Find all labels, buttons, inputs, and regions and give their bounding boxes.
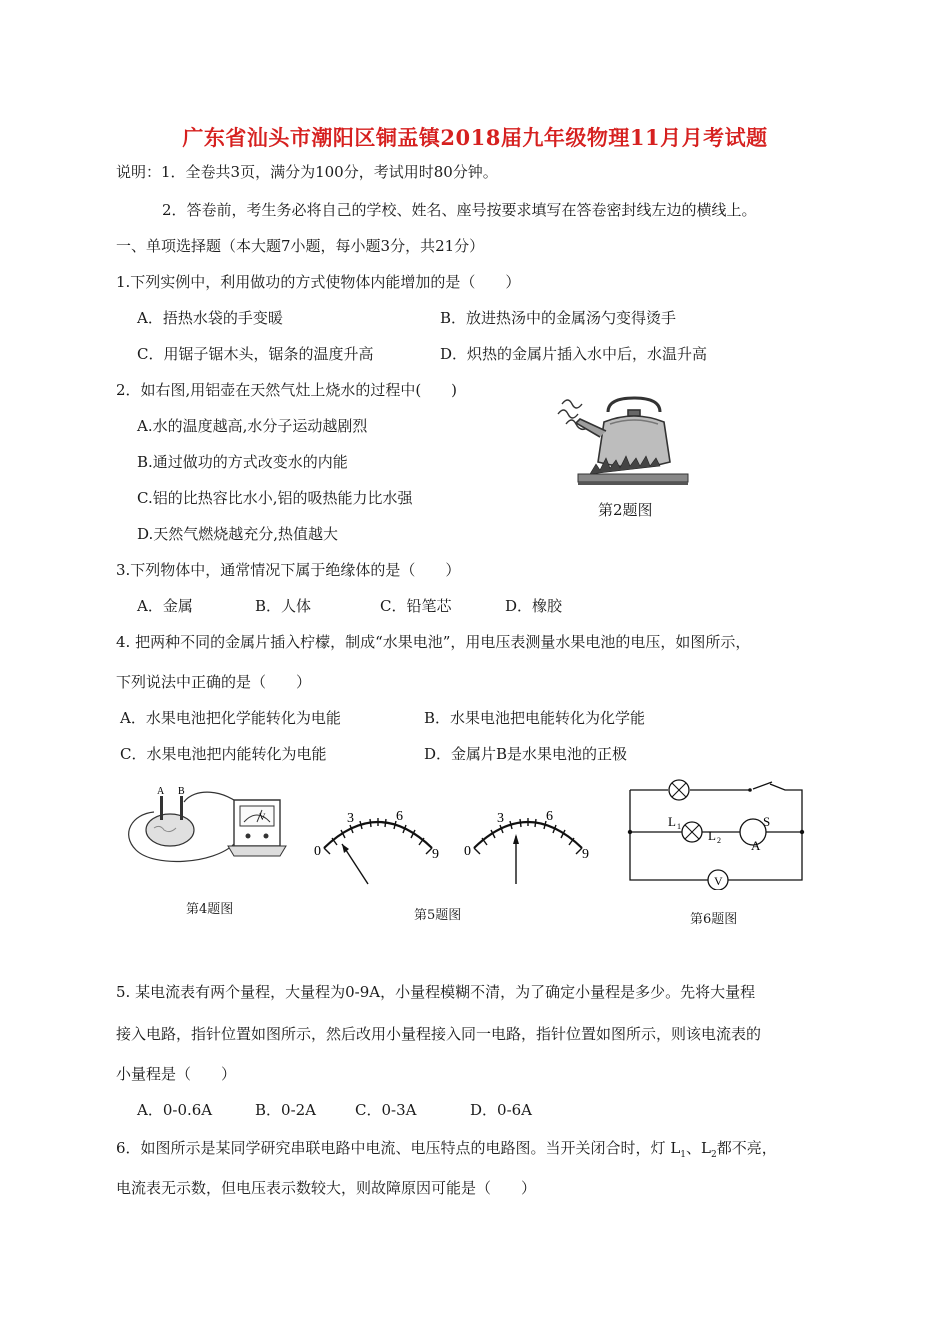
question-1-option-d: D．炽热的金属片插入水中后，水温升高 bbox=[440, 345, 708, 363]
kettle-icon bbox=[576, 398, 670, 467]
l1-label: L bbox=[668, 814, 676, 829]
scale-right-tick-0: 0 bbox=[464, 844, 471, 859]
section-heading: 一、单项选择题（本大题7小题，每小题3分，共21分） bbox=[116, 237, 485, 255]
scale-right-tick-9: 9 bbox=[582, 847, 589, 862]
junction-right bbox=[800, 830, 804, 834]
scale-left-tick-3: 3 bbox=[347, 811, 354, 826]
ammeter-scales-figure bbox=[310, 800, 594, 890]
page-title: 广东省汕头市潮阳区铜盂镇2018届九年级物理11月月考试题 bbox=[182, 125, 768, 150]
metal-plate-b bbox=[180, 796, 183, 820]
scale-left-tick-0: 0 bbox=[314, 844, 321, 859]
question-4-option-c: C．水果电池把内能转化为电能 bbox=[120, 745, 327, 763]
lamp-middle-icon bbox=[682, 822, 702, 842]
voltmeter-icon bbox=[228, 800, 286, 856]
figure-5-caption: 第5题图 bbox=[414, 908, 462, 923]
question-6-separator: 、L bbox=[686, 1139, 711, 1157]
voltmeter-label: V bbox=[714, 874, 723, 888]
question-6-l1-subscript: 1 bbox=[680, 1150, 687, 1160]
ammeter-label: A bbox=[751, 838, 761, 853]
question-1-option-a: A．捂热水袋的手变暖 bbox=[137, 309, 283, 327]
stove-icon bbox=[578, 474, 688, 485]
question-1-stem: 1.下列实例中，利用做功的方式使物体内能增加的是（ ） bbox=[116, 273, 521, 291]
question-2-stem: 2．如右图,用铝壶在天然气灶上烧水的过程中( ) bbox=[116, 381, 458, 399]
circuit-figure bbox=[620, 776, 810, 890]
metal-plate-a bbox=[160, 796, 163, 820]
question-6-text-tail: 都不亮， bbox=[716, 1139, 777, 1157]
question-2-option-a: A.水的温度越高,水分子运动越剧烈 bbox=[137, 417, 368, 435]
question-5-option-b: B．0-2A bbox=[255, 1101, 317, 1119]
scale-left-tick-6: 6 bbox=[396, 809, 403, 824]
scale-left-tick-9: 9 bbox=[432, 847, 439, 862]
question-5-option-d: D．0-6A bbox=[470, 1101, 533, 1119]
note-2: 2．答卷前，考生务必将自己的学校、姓名、座号按要求填写在答卷密封线左边的横线上。 bbox=[162, 201, 757, 219]
question-5-option-a: A．0-0.6A bbox=[137, 1101, 213, 1119]
scale-left bbox=[314, 809, 439, 884]
lamp-top-icon bbox=[669, 780, 689, 800]
l2-label: L bbox=[708, 828, 716, 843]
kettle-figure bbox=[550, 392, 690, 486]
l1-subscript: 1 bbox=[677, 822, 681, 831]
lemon-icon bbox=[146, 814, 194, 846]
circuit-wires bbox=[630, 784, 802, 880]
question-3-option-a: A．金属 bbox=[137, 597, 193, 615]
question-2-option-d: D.天然气燃烧越充分,热值越大 bbox=[137, 525, 339, 543]
question-4-option-d: D．金属片B是水果电池的正极 bbox=[424, 745, 628, 763]
question-1-option-c: C．用锯子锯木头，锯条的温度升高 bbox=[137, 345, 374, 363]
question-5-line-2: 接入电路，指针位置如图所示，然后改用小量程接入同一电路，指针位置如图所示，则该电流表的 bbox=[116, 1025, 762, 1043]
question-3-option-d: D．橡胶 bbox=[505, 597, 563, 615]
question-2-option-c: C.铝的比热容比水小,铝的吸热能力比水强 bbox=[137, 489, 413, 507]
question-3-stem: 3.下列物体中，通常情况下属于绝缘体的是（ ） bbox=[116, 561, 461, 579]
figure-4-caption: 第4题图 bbox=[186, 902, 234, 917]
switch-lever bbox=[753, 782, 772, 789]
switch-contact bbox=[748, 788, 752, 792]
question-6-line-1 bbox=[116, 1138, 777, 1165]
scale-right-tick-3: 3 bbox=[497, 811, 504, 826]
question-3-option-b: B．人体 bbox=[255, 597, 312, 615]
fruit-battery-figure bbox=[124, 784, 304, 876]
question-3-option-c: C．铅笔芯 bbox=[380, 597, 452, 615]
figure-2-caption: 第2题图 bbox=[598, 501, 653, 519]
question-2-option-b: B.通过做功的方式改变水的内能 bbox=[137, 453, 348, 471]
figure-6-caption: 第6题图 bbox=[690, 912, 738, 927]
question-5-line-3: 小量程是（ ） bbox=[116, 1065, 237, 1083]
question-4-option-b: B．水果电池把电能转化为化学能 bbox=[424, 709, 646, 727]
question-4-option-a: A．水果电池把化学能转化为电能 bbox=[120, 709, 341, 727]
question-6-l2-subscript: 2 bbox=[710, 1150, 717, 1160]
l2-subscript: 2 bbox=[717, 836, 721, 845]
plate-b-label: B bbox=[178, 786, 185, 797]
junction-left bbox=[628, 830, 632, 834]
question-4-stem-line-2: 下列说法中正确的是（ ） bbox=[116, 673, 312, 691]
question-6-text-main: 6．如图所示是某同学研究串联电路中电流、电压特点的电路图。当开关闭合时，灯 L bbox=[116, 1139, 681, 1157]
question-5-option-c: C．0-3A bbox=[355, 1101, 417, 1119]
scale-right bbox=[464, 809, 589, 884]
question-6-line-2: 电流表无示数，但电压表示数较大，则故障原因可能是（ ） bbox=[116, 1179, 537, 1197]
note-1: 说明：1．全卷共3页，满分为100分，考试用时80分钟。 bbox=[116, 163, 498, 181]
question-4-stem-line-1: 4. 把两种不同的金属片插入柠檬，制成“水果电池”，用电压表测量水果电池的电压，如图所示， bbox=[116, 633, 751, 651]
voltmeter-label: V bbox=[259, 812, 266, 822]
scale-right-tick-6: 6 bbox=[546, 809, 553, 824]
plate-a-label: A bbox=[157, 786, 165, 797]
question-5-line-1: 5. 某电流表有两个量程，大量程为0-9A，小量程模糊不清，为了确定小量程是多少。先将大量程 bbox=[116, 983, 756, 1001]
switch-label: S bbox=[763, 814, 771, 829]
question-1-option-b: B．放进热汤中的金属汤勺变得烫手 bbox=[440, 309, 677, 327]
